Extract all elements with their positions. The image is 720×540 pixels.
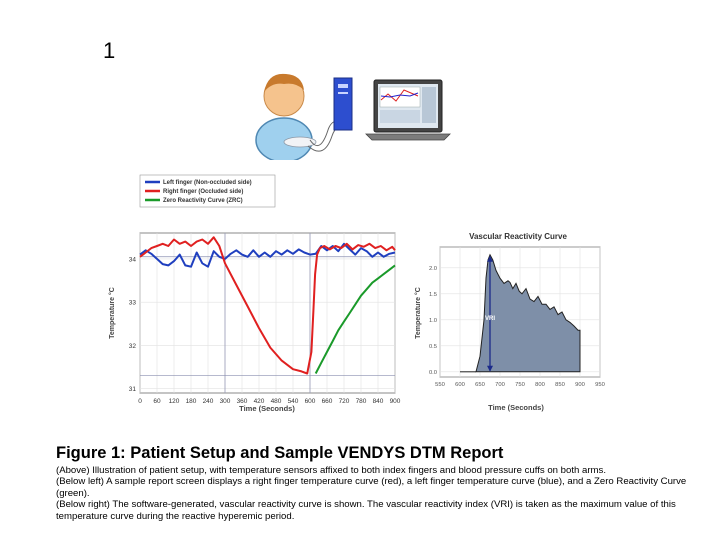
x-tick-label: 850 (555, 382, 565, 388)
x-tick-label: 750 (515, 382, 525, 388)
x-tick-label: 800 (535, 382, 545, 388)
x-tick-label: 600 (455, 382, 465, 388)
chart-legend (140, 175, 275, 207)
x-tick-label: 180 (185, 398, 197, 405)
x-tick-label: 780 (355, 398, 367, 405)
x-tick-label: 900 (389, 398, 401, 405)
x-tick-label: 300 (219, 398, 231, 405)
legend-label: Zero Reactivity Curve (ZRC) (163, 198, 243, 204)
finger-temperature-chart (100, 165, 405, 420)
x-tick-label: 120 (168, 398, 180, 405)
y-axis-label: Temperature °C (109, 287, 116, 339)
y-tick-label: 1.0 (428, 317, 437, 324)
y-tick-label: 1.5 (428, 291, 437, 298)
caption-below-left: (Below left) A sample report screen displays a right finger temperature curve (red), a left finger temperature curve (blue), and a Zero Reactivity Curve (green). (56, 476, 687, 499)
y-tick-label: 0.5 (428, 343, 437, 350)
x-tick-label: 360 (236, 398, 248, 405)
legend-label: Left finger (Non-occluded side) (163, 180, 252, 186)
y-tick-label: 0.0 (428, 369, 437, 376)
vri-annotation: VRI (484, 315, 496, 322)
x-tick-label: 840 (372, 398, 384, 405)
x-tick-label: 660 (321, 398, 333, 405)
y-tick-label: 32 (128, 342, 136, 350)
y-tick-label: 31 (128, 386, 136, 394)
y-tick-label: 33 (128, 299, 136, 307)
x-tick-label: 240 (202, 398, 214, 405)
x-tick-label: 60 (153, 398, 161, 405)
chart-title: Vascular Reactivity Curve (469, 232, 567, 241)
x-tick-label: 0 (138, 398, 142, 405)
x-tick-label: 900 (575, 382, 585, 388)
y-axis-label: Temperature °C (415, 287, 422, 339)
y-tick-label: 2.0 (428, 265, 437, 272)
slide-number: 1 (103, 38, 116, 63)
x-tick-label: 650 (475, 382, 485, 388)
x-tick-label: 480 (270, 398, 282, 405)
y-tick-label: 34 (128, 256, 136, 264)
x-axis-label: Time (Seconds) (239, 404, 295, 413)
x-tick-label: 600 (304, 398, 316, 405)
x-tick-label: 700 (495, 382, 505, 388)
figure-title: Figure 1: Patient Setup and Sample VENDYS DTM Report (56, 444, 504, 462)
device-tower-icon (334, 78, 352, 130)
patient-icon (256, 74, 316, 160)
laptop-icon (366, 80, 450, 140)
x-tick-label: 720 (338, 398, 350, 405)
legend-label: Right finger (Occluded side) (163, 189, 244, 195)
x-tick-label: 420 (253, 398, 265, 405)
x-tick-label: 950 (595, 382, 605, 388)
x-tick-label: 550 (435, 382, 445, 388)
caption-above: (Above) Illustration of patient setup, with temperature sensors affixed to both index fingers and blood pressure cuffs on both arms. (56, 465, 606, 476)
vascular-reactivity-chart (408, 225, 608, 420)
caption-below-right: (Below right) The software-generated, vascular reactivity curve is shown. The vascular reactivity index (VRI) is taken as the maximum value of this temperature curve during the reactive hyperemic period. (56, 499, 676, 522)
x-axis-label: Time (Seconds) (488, 403, 544, 412)
patient-setup-illustration (250, 60, 480, 160)
x-tick-label: 540 (287, 398, 299, 405)
figure-caption (56, 465, 696, 522)
